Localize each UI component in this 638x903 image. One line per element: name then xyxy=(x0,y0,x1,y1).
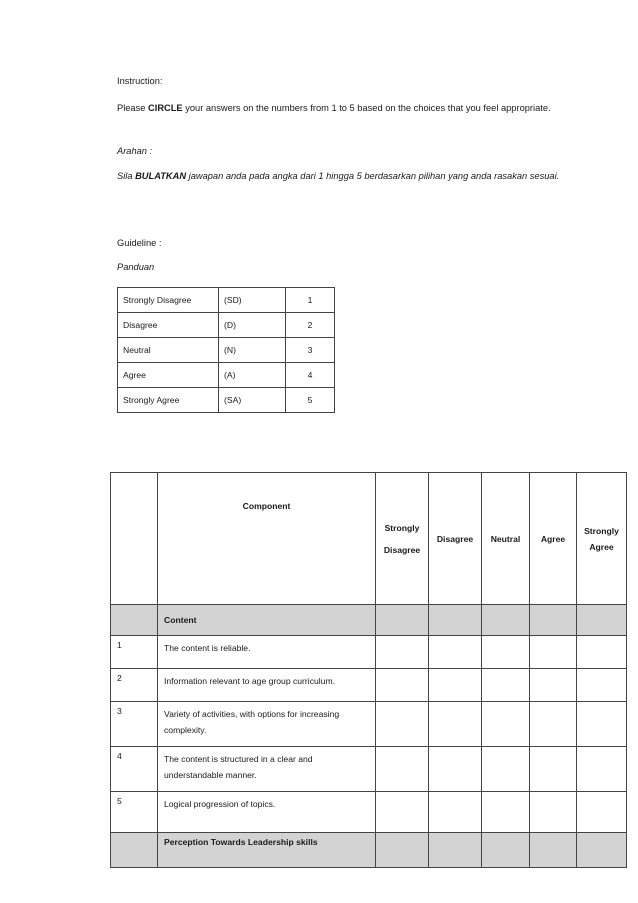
item-line1: The content is structured in a clear and xyxy=(164,754,313,764)
table-row xyxy=(111,747,627,792)
header-sa-line1: Strongly xyxy=(584,525,619,536)
guideline-heading: Guideline : xyxy=(117,238,162,248)
guideline-label: Strongly Disagree xyxy=(118,288,219,313)
rating-cell-n xyxy=(482,833,530,868)
item-line1: Information relevant to age group curriculum. xyxy=(164,676,336,686)
guideline-table xyxy=(117,287,335,413)
header-sd-line2: Disagree xyxy=(383,544,421,555)
rating-cell-n[interactable] xyxy=(482,702,530,747)
table-row xyxy=(111,669,627,702)
guideline-value: 1 xyxy=(286,288,335,313)
section-title: Content xyxy=(158,605,376,636)
item-text xyxy=(158,702,376,747)
rating-cell-a[interactable] xyxy=(530,669,577,702)
guideline-code: (A) xyxy=(219,363,286,388)
header-sa-line2: Agree xyxy=(589,541,614,552)
rating-cell-sd[interactable] xyxy=(376,702,429,747)
rating-cell-d[interactable] xyxy=(429,636,482,669)
rating-cell-d[interactable] xyxy=(429,747,482,792)
rating-cell-sa[interactable] xyxy=(577,792,627,833)
header-component: Component xyxy=(158,473,376,605)
panduan-heading: Panduan xyxy=(117,262,155,272)
item-number: 2 xyxy=(111,669,158,702)
section-row-leadership xyxy=(111,833,627,868)
rating-cell-sa[interactable] xyxy=(577,747,627,792)
rating-cell-sa[interactable] xyxy=(577,702,627,747)
guideline-code: (SA) xyxy=(219,388,286,413)
section-row-content xyxy=(111,605,627,636)
arahan-text xyxy=(117,167,561,186)
section-number-cell xyxy=(111,833,158,868)
rating-cell-a xyxy=(530,605,577,636)
item-line2: complexity. xyxy=(164,725,207,735)
guideline-value: 5 xyxy=(286,388,335,413)
rating-cell-n[interactable] xyxy=(482,669,530,702)
table-row xyxy=(111,702,627,747)
header-strongly-agree xyxy=(577,473,627,605)
rating-cell-sa[interactable] xyxy=(577,636,627,669)
item-number: 3 xyxy=(111,702,158,747)
table-row xyxy=(111,792,627,833)
header-neutral: Neutral xyxy=(482,473,530,605)
header-strongly-disagree xyxy=(376,473,429,605)
rating-cell-sd xyxy=(376,605,429,636)
rating-cell-n[interactable] xyxy=(482,636,530,669)
item-text xyxy=(158,747,376,792)
questionnaire-table xyxy=(110,472,627,868)
item-line2: understandable manner. xyxy=(164,770,257,780)
item-line1: The content is reliable. xyxy=(164,643,251,653)
instruction-bold: CIRCLE xyxy=(148,103,183,113)
guideline-row xyxy=(118,313,335,338)
guideline-code: (N) xyxy=(219,338,286,363)
header-agree: Agree xyxy=(530,473,577,605)
rating-cell-d xyxy=(429,833,482,868)
rating-cell-d[interactable] xyxy=(429,702,482,747)
header-disagree: Disagree xyxy=(429,473,482,605)
item-text xyxy=(158,669,376,702)
guideline-row xyxy=(118,388,335,413)
header-sd-line1: Strongly xyxy=(384,522,420,533)
guideline-code: (D) xyxy=(219,313,286,338)
guideline-value: 3 xyxy=(286,338,335,363)
rating-cell-d xyxy=(429,605,482,636)
section-number-cell xyxy=(111,605,158,636)
item-text xyxy=(158,792,376,833)
item-line1: Logical progression of topics. xyxy=(164,799,276,809)
rating-cell-n[interactable] xyxy=(482,747,530,792)
rating-cell-sa xyxy=(577,833,627,868)
item-text xyxy=(158,636,376,669)
table-row xyxy=(111,636,627,669)
instruction-prefix: Please xyxy=(117,103,149,113)
guideline-label: Agree xyxy=(118,363,219,388)
rating-cell-d[interactable] xyxy=(429,792,482,833)
guideline-value: 4 xyxy=(286,363,335,388)
rating-cell-sd[interactable] xyxy=(376,747,429,792)
guideline-row xyxy=(118,363,335,388)
rating-cell-a[interactable] xyxy=(530,636,577,669)
section-title: Perception Towards Leadership skills xyxy=(158,833,376,868)
guideline-label: Strongly Agree xyxy=(118,388,219,413)
rating-cell-sd[interactable] xyxy=(376,636,429,669)
arahan-bold: BULATKAN xyxy=(135,171,187,181)
item-number: 5 xyxy=(111,792,158,833)
instruction-suffix: your answers on the numbers from 1 to 5 based on the choices that you feel appropriate. xyxy=(182,103,551,113)
guideline-row xyxy=(118,288,335,313)
arahan-suffix: jawapan anda pada angka dari 1 hingga 5 berdasarkan pilihan yang anda rasakan sesuai. xyxy=(186,171,560,181)
rating-cell-a[interactable] xyxy=(530,747,577,792)
guideline-value: 2 xyxy=(286,313,335,338)
rating-cell-n[interactable] xyxy=(482,792,530,833)
rating-cell-a[interactable] xyxy=(530,792,577,833)
rating-cell-sd xyxy=(376,833,429,868)
arahan-heading: Arahan : xyxy=(117,146,153,156)
instruction-heading: Instruction: xyxy=(117,76,163,86)
guideline-row xyxy=(118,338,335,363)
guideline-label: Disagree xyxy=(118,313,219,338)
rating-cell-a xyxy=(530,833,577,868)
guideline-code: (SD) xyxy=(219,288,286,313)
arahan-prefix: Sila xyxy=(117,171,136,181)
rating-cell-n xyxy=(482,605,530,636)
item-number: 1 xyxy=(111,636,158,669)
rating-cell-sa[interactable] xyxy=(577,669,627,702)
rating-cell-sa xyxy=(577,605,627,636)
rating-cell-sd[interactable] xyxy=(376,792,429,833)
rating-cell-a[interactable] xyxy=(530,702,577,747)
rating-cell-sd[interactable] xyxy=(376,669,429,702)
instruction-text xyxy=(117,99,561,118)
rating-cell-d[interactable] xyxy=(429,669,482,702)
header-number-cell xyxy=(111,473,158,605)
guideline-label: Neutral xyxy=(118,338,219,363)
item-number: 4 xyxy=(111,747,158,792)
table-header-row xyxy=(111,473,627,605)
item-line1: Variety of activities, with options for increasing xyxy=(164,709,340,719)
